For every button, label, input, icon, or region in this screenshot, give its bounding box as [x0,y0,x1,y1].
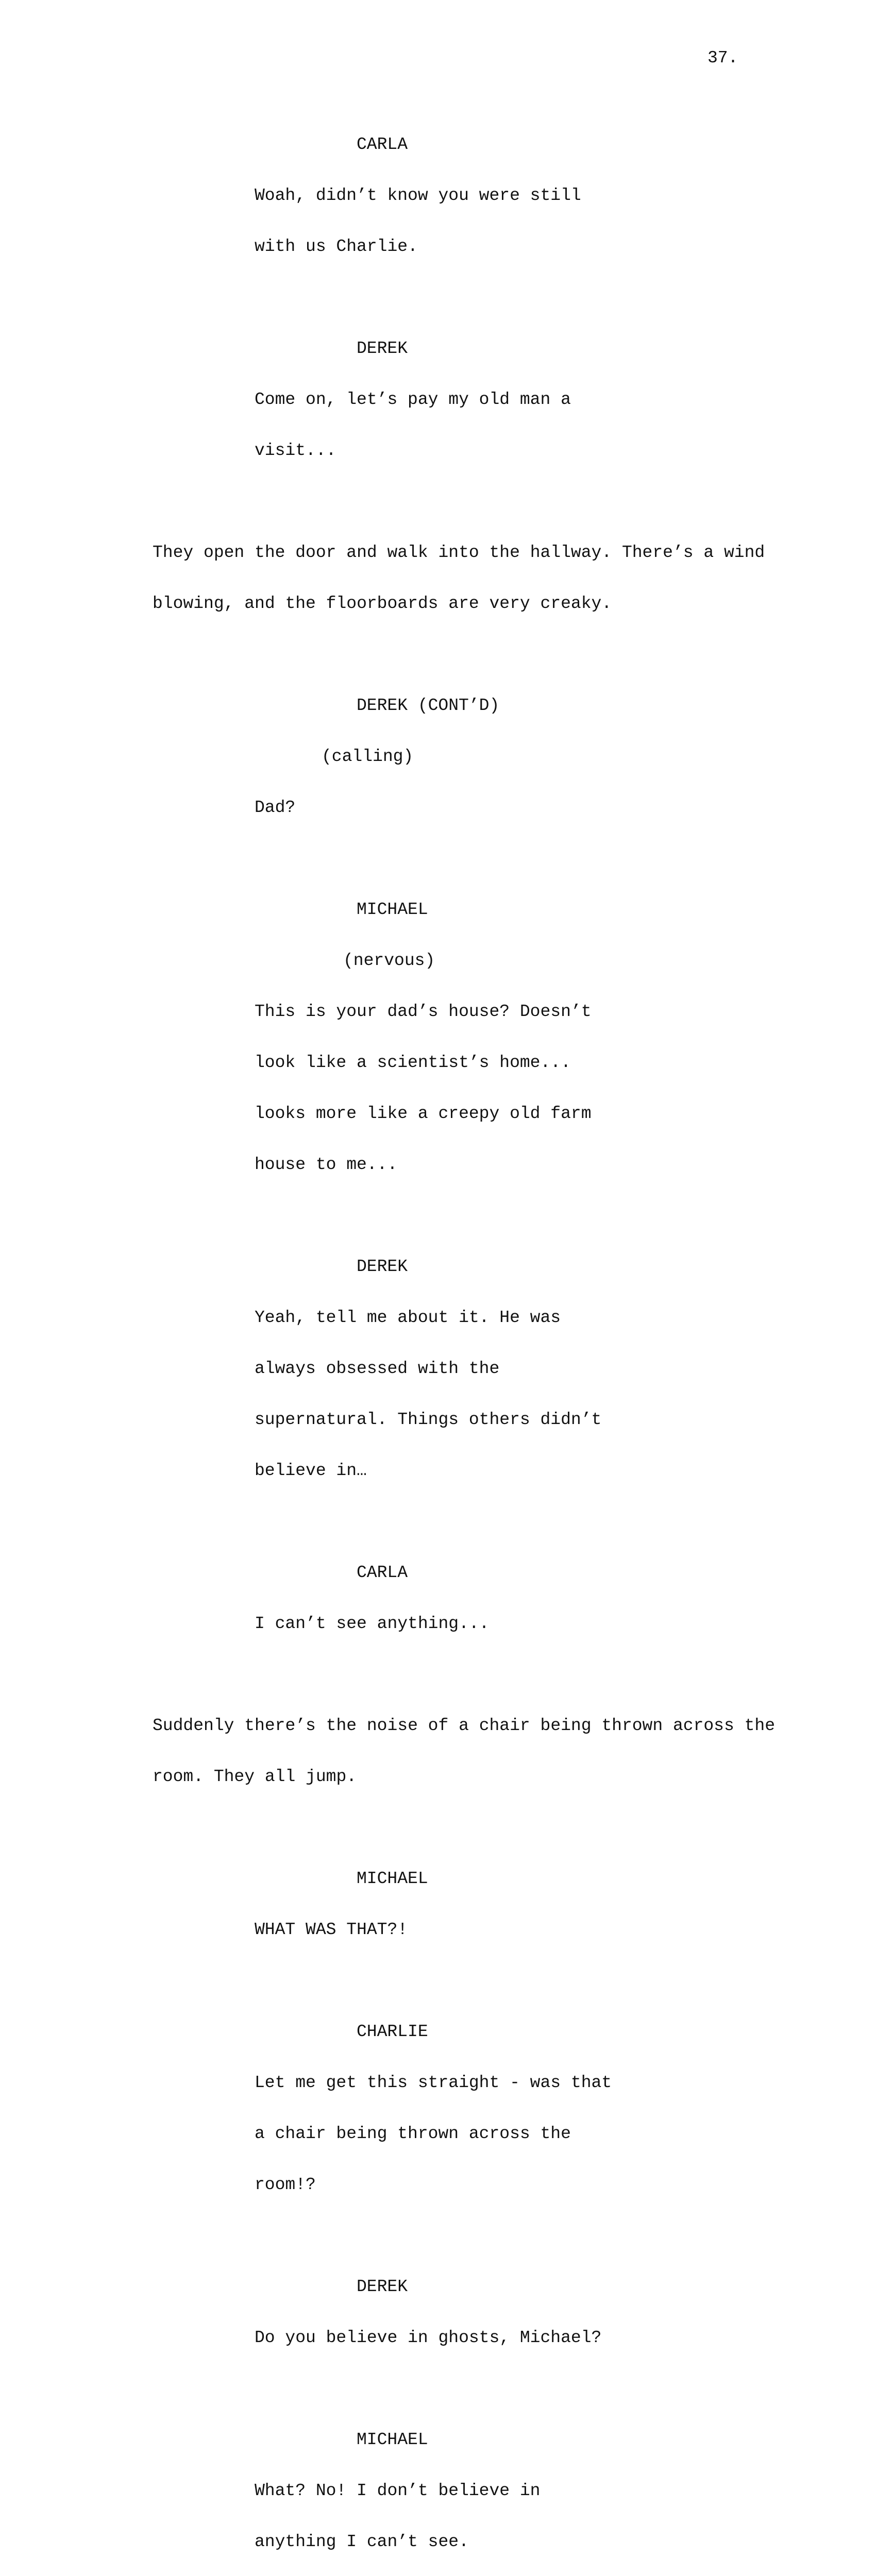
action-line: blowing, and the floorboards are very creaky. [153,594,612,613]
action-line: They open the door and walk into the hallway. There’s a wind [153,543,765,562]
dialogue-block-derek [0,1224,876,1513]
dialogue-block-carla [0,1530,876,1666]
action-line: Suddenly there’s the noise of a chair being thrown across the [153,1716,775,1735]
dialogue-line: room!? [255,2175,316,2194]
dialogue-line: Come on, let’s pay my old man a [255,390,571,409]
character-name: MICHAEL [357,2430,428,2449]
dialogue-line: Let me get this straight - was that [255,2073,612,2092]
dialogue-line: a chair being thrown across the [255,2124,571,2143]
character-name: CHARLIE [357,2022,428,2041]
character-name: DEREK [357,339,408,358]
dialogue-line: believe in… [255,1461,367,1480]
dialogue-block-derek [0,2244,876,2380]
dialogue-block-michael [0,867,876,1207]
dialogue-line: Woah, didn’t know you were still [255,186,581,205]
dialogue-line: house to me... [255,1155,398,1174]
dialogue-block-michael [0,2397,876,2576]
character-name: MICHAEL [357,1869,428,1888]
dialogue-line: supernatural. Things others didn’t [255,1410,602,1429]
dialogue-line: with us Charlie. [255,237,418,256]
parenthetical: (nervous) [343,951,435,970]
dialogue-line: looks more like a creepy old farm [255,1104,592,1123]
character-name: DEREK (CONT’D) [357,696,500,715]
dialogue-block-derek-contd [0,663,876,850]
script-body [0,102,876,2576]
character-name: CARLA [357,135,408,154]
action-line: room. They all jump. [153,1767,357,1786]
dialogue-line: What? No! I don’t believe in [255,2481,541,2500]
dialogue-block-derek [0,306,876,493]
dialogue-block-michael [0,1836,876,1972]
character-name: CARLA [357,1563,408,1582]
dialogue-line: always obsessed with the [255,1359,500,1378]
dialogue-line: visit... [255,441,336,460]
dialogue-block-charlie [0,1989,876,2227]
parenthetical: (calling) [322,747,414,766]
dialogue-line: anything I can’t see. [255,2532,469,2551]
dialogue-line: WHAT WAS THAT?! [255,1920,408,1939]
character-name: DEREK [357,2277,408,2296]
dialogue-line: look like a scientist’s home... [255,1053,571,1072]
character-name: DEREK [357,1257,408,1276]
action-block [153,1683,786,1819]
character-name: MICHAEL [357,900,428,919]
action-block [153,510,786,646]
dialogue-line: This is your dad’s house? Doesn’t [255,1002,592,1021]
dialogue-line: Dad? [255,798,296,817]
dialogue-block-carla [0,102,876,289]
page-number: 37. [707,48,738,67]
dialogue-line: I can’t see anything... [255,1614,490,1633]
dialogue-line: Yeah, tell me about it. He was [255,1308,561,1327]
dialogue-line: Do you believe in ghosts, Michael? [255,2328,602,2347]
